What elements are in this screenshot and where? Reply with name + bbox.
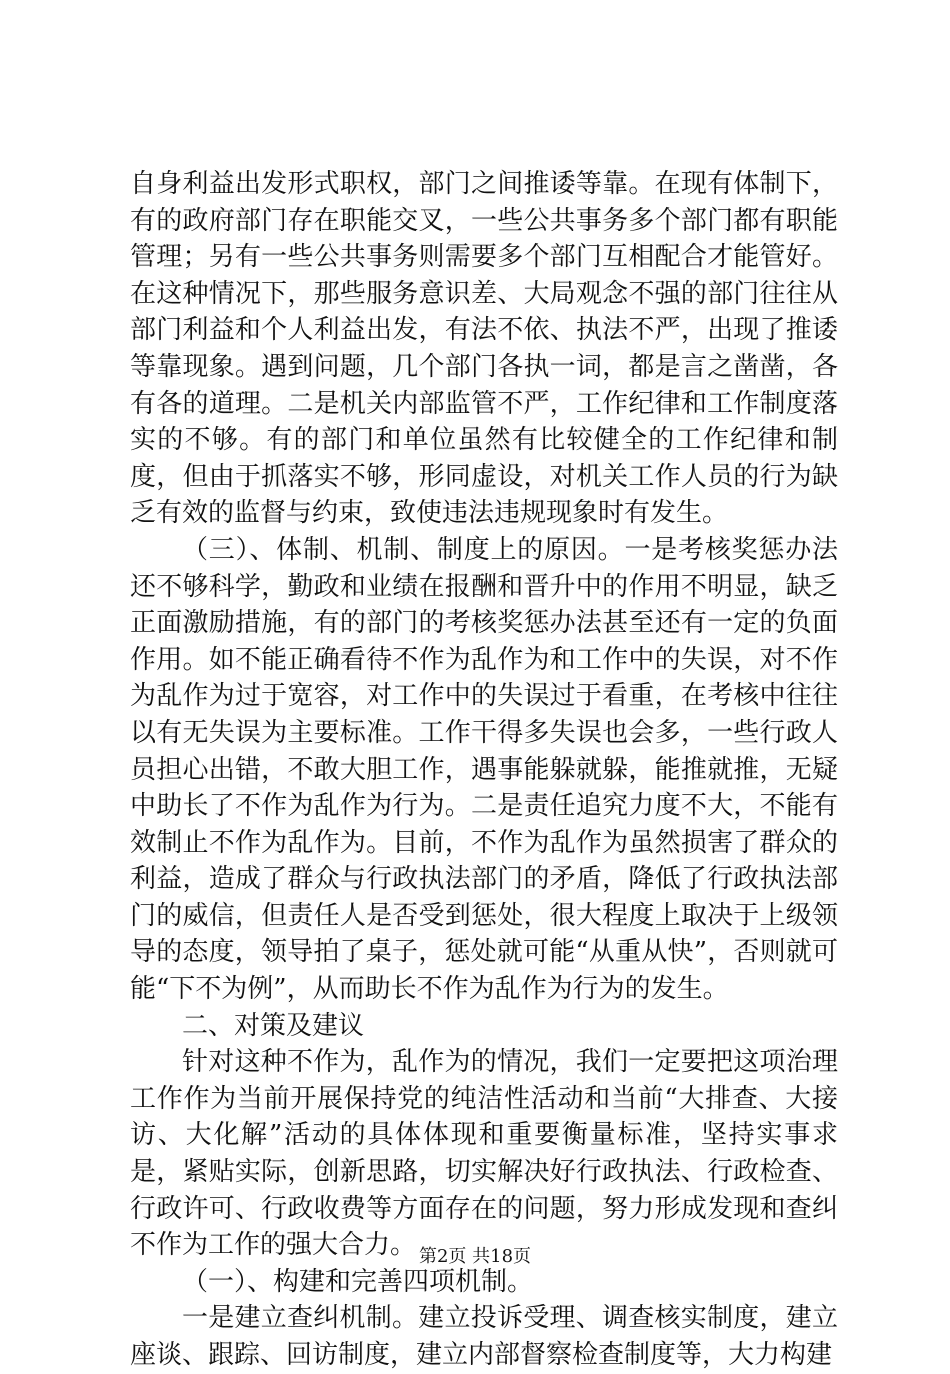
paragraph-continuation: 自身利益出发形式职权，部门之间推诿等靠。在现有体制下，有的政府部门存在职能交叉，一些公共事务多个部门都有职能管理；另有一些公共事务则需要多个部门互相配合才能管好。在这种情况下，那些服务意识差、大局观念不强的部门往往从部门利益和个人利益出发，有法不依、执法不严，出现了推诿等靠现象。遇到问题，几个部门各执一词，都是言之凿凿，各有各的道理。二是机关内部监管不严，工作纪律和工作制度落实的不够。有的部门和单位虽然有比较健全的工作纪律和制度，但由于抓落实不够，形同虚设，对机关工作人员的行为缺乏有效的监督与约束，致使违法违规现象时有发生。 bbox=[130, 169, 838, 529]
paragraph-mechanism-one: 一是建立查纠机制。建立投诉受理、调查核实制度，建立座谈、跟踪、回访制度，建立内部督察检查制度等，大力构建 bbox=[130, 1303, 838, 1370]
paragraph-countermeasures-intro: 针对这种不作为，乱作为的情况，我们一定要把这项治理工作作为当前开展保持党的纯洁性活动和当前“大排查、大接访、大化解”活动的具体体现和重要衡量标准，坚持实事求是，紧贴实际，创新思路，切实解决好行政执法、行政检查、行政许可、行政收费等方面存在的问题，努力形成发现和查纠不作为工作的强大合力。 bbox=[130, 1047, 838, 1261]
page-number-footer: 第2页 共18页 bbox=[418, 1246, 532, 1267]
document-body bbox=[130, 166, 838, 1374]
subsection-heading-mechanisms: （一）、构建和完善四项机制。 bbox=[182, 1266, 534, 1297]
section-heading-countermeasures: 二、对策及建议 bbox=[182, 1010, 365, 1041]
paragraph-causes-system: （三）、体制、机制、制度上的原因。一是考核奖惩办法还不够科学，勤政和业绩在报酬和晋升中的作用不明显，缺乏正面激励措施，有的部门的考核奖惩办法甚至还有一定的负面作用。如不能正确看待不作为乱作为和工作中的失误，对不作为乱作为过于宽容，对工作中的失误过于看重，在考核中往往以有无失误为主要标准。工作干得多失误也会多，一些行政人员担心出错，不敢大胆工作，遇事能躲就躲，能推就推，无疑中助长了不作为乱作为行为。二是责任追究力度不大，不能有效制止不作为乱作为。目前，不作为乱作为虽然损害了群众的利益，造成了群众与行政执法部门的矛盾，降低了行政执法部门的威信，但责任人是否受到惩处，很大程度上取决于上级领导的态度，领导拍了桌子，惩处就可能“从重从快”，否则就可能“下不为例”，从而助长不作为乱作为行为的发生。 bbox=[130, 534, 838, 1005]
